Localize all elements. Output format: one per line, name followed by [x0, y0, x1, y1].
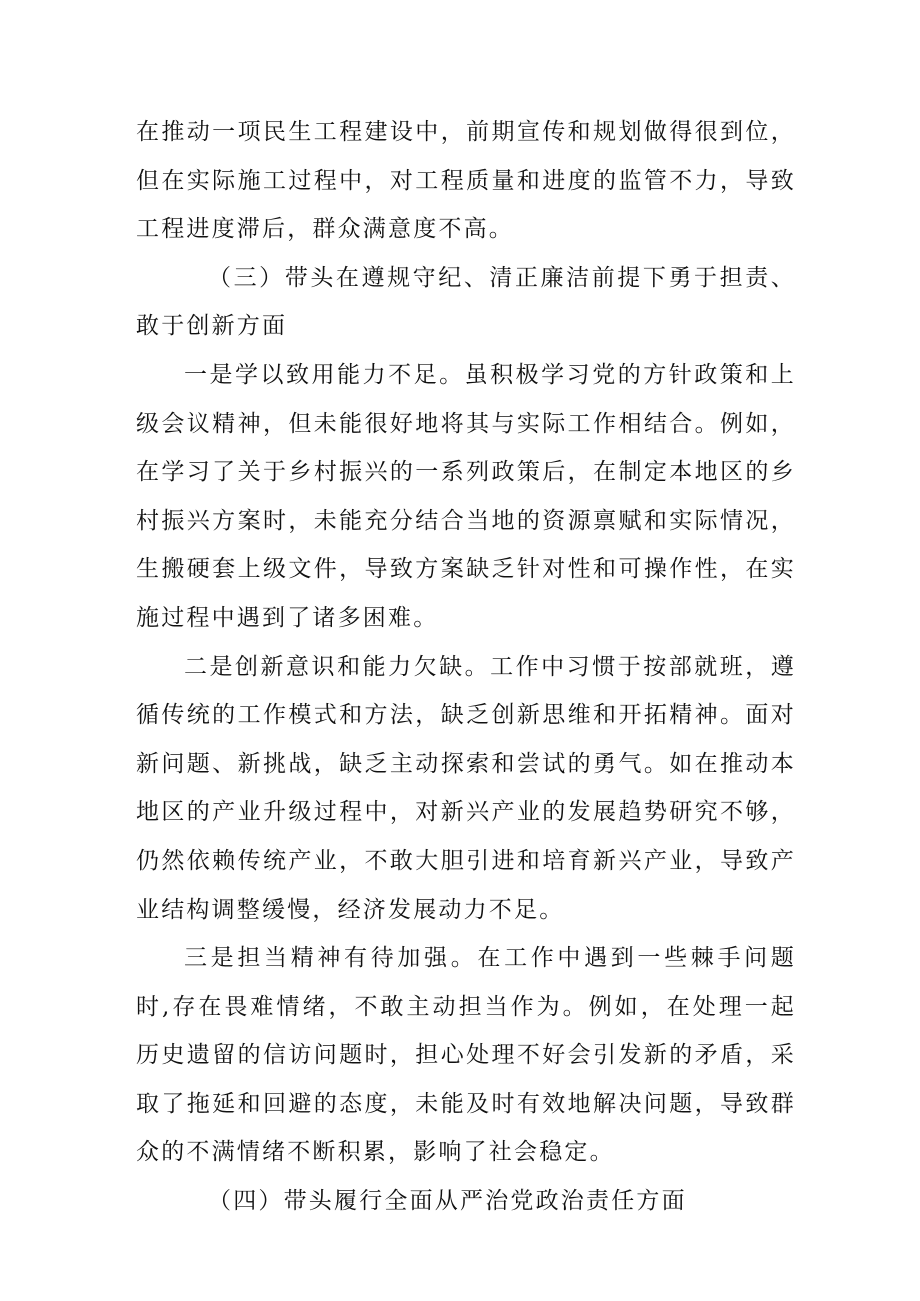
- paragraph-point-1: 一是学以致用能力不足。虽积极学习党的方针政策和上级会议精神，但未能很好地将其与实际工作相结合。例如，在学习了关于乡村振兴的一系列政策后，在制定本地区的乡村振兴方案时，未能充分结合当地的资源禀赋和实际情况，生搬硬套上级文件，导致方案缺乏针对性和可操作性，在实施过程中遇到了诸多困难。: [136, 361, 796, 631]
- paragraph-point-3: 三是担当精神有待加强。在工作中遇到一些棘手问题时,存在畏难情绪，不敢主动担当作为。例如，在处理一起历史遗留的信访问题时，担心处理不好会引发新的矛盾，采取了拖延和回避的态度，未能及时有效地解决问题，导致群众的不满情绪不断积累，影响了社会稳定。: [136, 945, 796, 1166]
- document-body: [136, 108, 796, 1226]
- section-heading-4: （四）带头履行全面从严治党政治责任方面: [208, 1188, 687, 1215]
- section-heading-3: （三）带头在遵规守纪、清正廉洁前提下勇于担责、敢于创新方面: [136, 264, 796, 340]
- paragraph-point-2: 二是创新意识和能力欠缺。工作中习惯于按部就班，遵循传统的工作模式和方法，缺乏创新思维和开拓精神。面对新问题、新挑战，缺乏主动探索和尝试的勇气。如在推动本地区的产业升级过程中，对新兴产业的发展趋势研究不够，仍然依赖传统产业，不敢大胆引进和培育新兴产业，导致产业结构调整缓慢，经济发展动力不足。: [136, 653, 796, 923]
- paragraph-continuation: 在推动一项民生工程建设中，前期宣传和规划做得很到位，但在实际施工过程中，对工程质量和进度的监管不力，导致工程进度滞后，群众满意度不高。: [136, 119, 796, 243]
